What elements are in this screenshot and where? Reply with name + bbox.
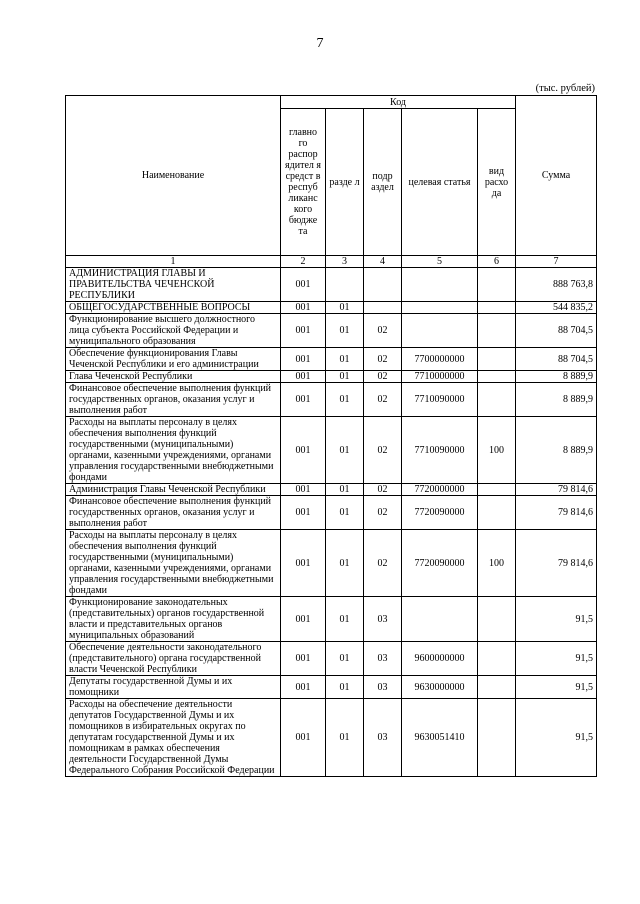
cell-subsection: 02 [364,348,402,371]
table-row [66,268,597,302]
cell-section: 01 [326,642,364,676]
cell-target: 7700000000 [402,348,478,371]
header-sum: Сумма [516,96,597,256]
cell-expense-type: 100 [478,417,516,484]
cell-subsection: 03 [364,597,402,642]
cell-grbs: 001 [281,302,326,314]
cell-subsection: 02 [364,484,402,496]
column-number-row [66,256,597,268]
cell-section: 01 [326,699,364,777]
cell-expense-type [478,348,516,371]
header-section: разде л [326,109,364,256]
table-row [66,496,597,530]
cell-sum: 79 814,6 [516,530,597,597]
cell-target: 7710090000 [402,417,478,484]
table-row [66,642,597,676]
cell-sum: 91,5 [516,676,597,699]
table-row [66,371,597,383]
cell-grbs: 001 [281,314,326,348]
budget-table [65,95,597,777]
cell-sum: 8 889,9 [516,371,597,383]
cell-expense-type [478,496,516,530]
cell-name: Финансовое обеспечение выполнения функций государственных органов, оказания услуг и выполнения работ [66,496,281,530]
cell-name: Администрация Главы Чеченской Республики [66,484,281,496]
cell-target [402,597,478,642]
cell-sum: 91,5 [516,699,597,777]
cell-section: 01 [326,496,364,530]
column-number: 5 [402,256,478,268]
cell-name: Депутаты государственной Думы и их помощники [66,676,281,699]
cell-section: 01 [326,530,364,597]
cell-subsection [364,302,402,314]
header-subsection: подр аздел [364,109,402,256]
cell-name: Функционирование высшего должностного лица субъекта Российской Федерации и муниципального образования [66,314,281,348]
cell-name: Обеспечение функционирования Главы Чеченской Республики и его администрации [66,348,281,371]
cell-grbs: 001 [281,699,326,777]
cell-name: Расходы на выплаты персоналу в целях обеспечения выполнения функций государственными (муниципальными) органами, казенными учреждениями, органами управления государственными внебюджетными фондами [66,530,281,597]
cell-subsection: 03 [364,642,402,676]
cell-name: Функционирование законодательных (представительных) органов государственной власти и представительных органов муниципальных образований [66,597,281,642]
cell-subsection: 03 [364,676,402,699]
table-row [66,530,597,597]
cell-name: Обеспечение деятельности законодательного (представительного) органа государственной власти Чеченской Республики [66,642,281,676]
header-grbs: главно го распор ядител я средст в респуб ликанс кого бюдже та [281,109,326,256]
cell-sum: 8 889,9 [516,417,597,484]
header-target: целевая статья [402,109,478,256]
cell-grbs: 001 [281,597,326,642]
table-row [66,314,597,348]
cell-sum: 88 704,5 [516,348,597,371]
cell-target: 7720090000 [402,496,478,530]
table-row [66,383,597,417]
table-row [66,699,597,777]
cell-sum: 88 704,5 [516,314,597,348]
cell-expense-type [478,597,516,642]
table-row [66,348,597,371]
cell-name: Глава Чеченской Республики [66,371,281,383]
units-label: (тыс. рублей) [535,83,595,94]
table-row [66,597,597,642]
cell-target: 7710000000 [402,371,478,383]
cell-expense-type [478,642,516,676]
cell-grbs: 001 [281,268,326,302]
cell-sum: 91,5 [516,642,597,676]
cell-section: 01 [326,314,364,348]
column-number: 6 [478,256,516,268]
cell-section: 01 [326,417,364,484]
cell-target: 9600000000 [402,642,478,676]
cell-grbs: 001 [281,676,326,699]
cell-target [402,314,478,348]
cell-expense-type [478,371,516,383]
cell-target: 7720000000 [402,484,478,496]
cell-grbs: 001 [281,496,326,530]
cell-grbs: 001 [281,371,326,383]
cell-subsection [364,268,402,302]
cell-grbs: 001 [281,417,326,484]
cell-section [326,268,364,302]
cell-subsection: 02 [364,496,402,530]
cell-target [402,302,478,314]
header-name: Наименование [66,96,281,256]
header-expense-type: вид расхо да [478,109,516,256]
cell-subsection: 02 [364,383,402,417]
cell-expense-type [478,302,516,314]
cell-target [402,268,478,302]
cell-sum: 79 814,6 [516,484,597,496]
cell-section: 01 [326,484,364,496]
cell-expense-type [478,314,516,348]
cell-subsection: 03 [364,699,402,777]
cell-section: 01 [326,348,364,371]
cell-name: Расходы на обеспечение деятельности депутатов Государственной Думы и их помощников в избирательных округах по депутатам государственной Думы и их помощникам в рамках обеспечения деятельности Государственной Думы Федерального Собрания Российской Федерации [66,699,281,777]
cell-expense-type [478,268,516,302]
cell-target: 9630000000 [402,676,478,699]
table-row [66,417,597,484]
cell-section: 01 [326,676,364,699]
cell-expense-type [478,484,516,496]
page-number: 7 [316,36,324,51]
cell-sum: 79 814,6 [516,496,597,530]
cell-target: 7710090000 [402,383,478,417]
cell-section: 01 [326,302,364,314]
column-number: 3 [326,256,364,268]
table-row [66,484,597,496]
cell-subsection: 02 [364,530,402,597]
cell-expense-type [478,676,516,699]
cell-subsection: 02 [364,314,402,348]
cell-target: 7720090000 [402,530,478,597]
column-number: 7 [516,256,597,268]
cell-expense-type [478,699,516,777]
cell-sum: 8 889,9 [516,383,597,417]
cell-name: Финансовое обеспечение выполнения функций государственных органов, оказания услуг и выполнения работ [66,383,281,417]
cell-subsection: 02 [364,371,402,383]
cell-section: 01 [326,371,364,383]
cell-name: Расходы на выплаты персоналу в целях обеспечения выполнения функций государственными (муниципальными) органами, казенными учреждениями, органами управления государственными внебюджетными фондами [66,417,281,484]
cell-grbs: 001 [281,383,326,417]
table-row [66,302,597,314]
cell-sum: 91,5 [516,597,597,642]
header-code: Код [281,96,516,109]
cell-sum: 888 763,8 [516,268,597,302]
cell-section: 01 [326,383,364,417]
column-number: 1 [66,256,281,268]
cell-section: 01 [326,597,364,642]
column-number: 4 [364,256,402,268]
cell-sum: 544 835,2 [516,302,597,314]
cell-grbs: 001 [281,484,326,496]
cell-expense-type: 100 [478,530,516,597]
cell-grbs: 001 [281,348,326,371]
cell-subsection: 02 [364,417,402,484]
cell-grbs: 001 [281,642,326,676]
cell-target: 9630051410 [402,699,478,777]
cell-name: ОБЩЕГОСУДАРСТВЕННЫЕ ВОПРОСЫ [66,302,281,314]
table-row [66,676,597,699]
cell-name: АДМИНИСТРАЦИЯ ГЛАВЫ И ПРАВИТЕЛЬСТВА ЧЕЧЕНСКОЙ РЕСПУБЛИКИ [66,268,281,302]
cell-grbs: 001 [281,530,326,597]
cell-expense-type [478,383,516,417]
column-number: 2 [281,256,326,268]
